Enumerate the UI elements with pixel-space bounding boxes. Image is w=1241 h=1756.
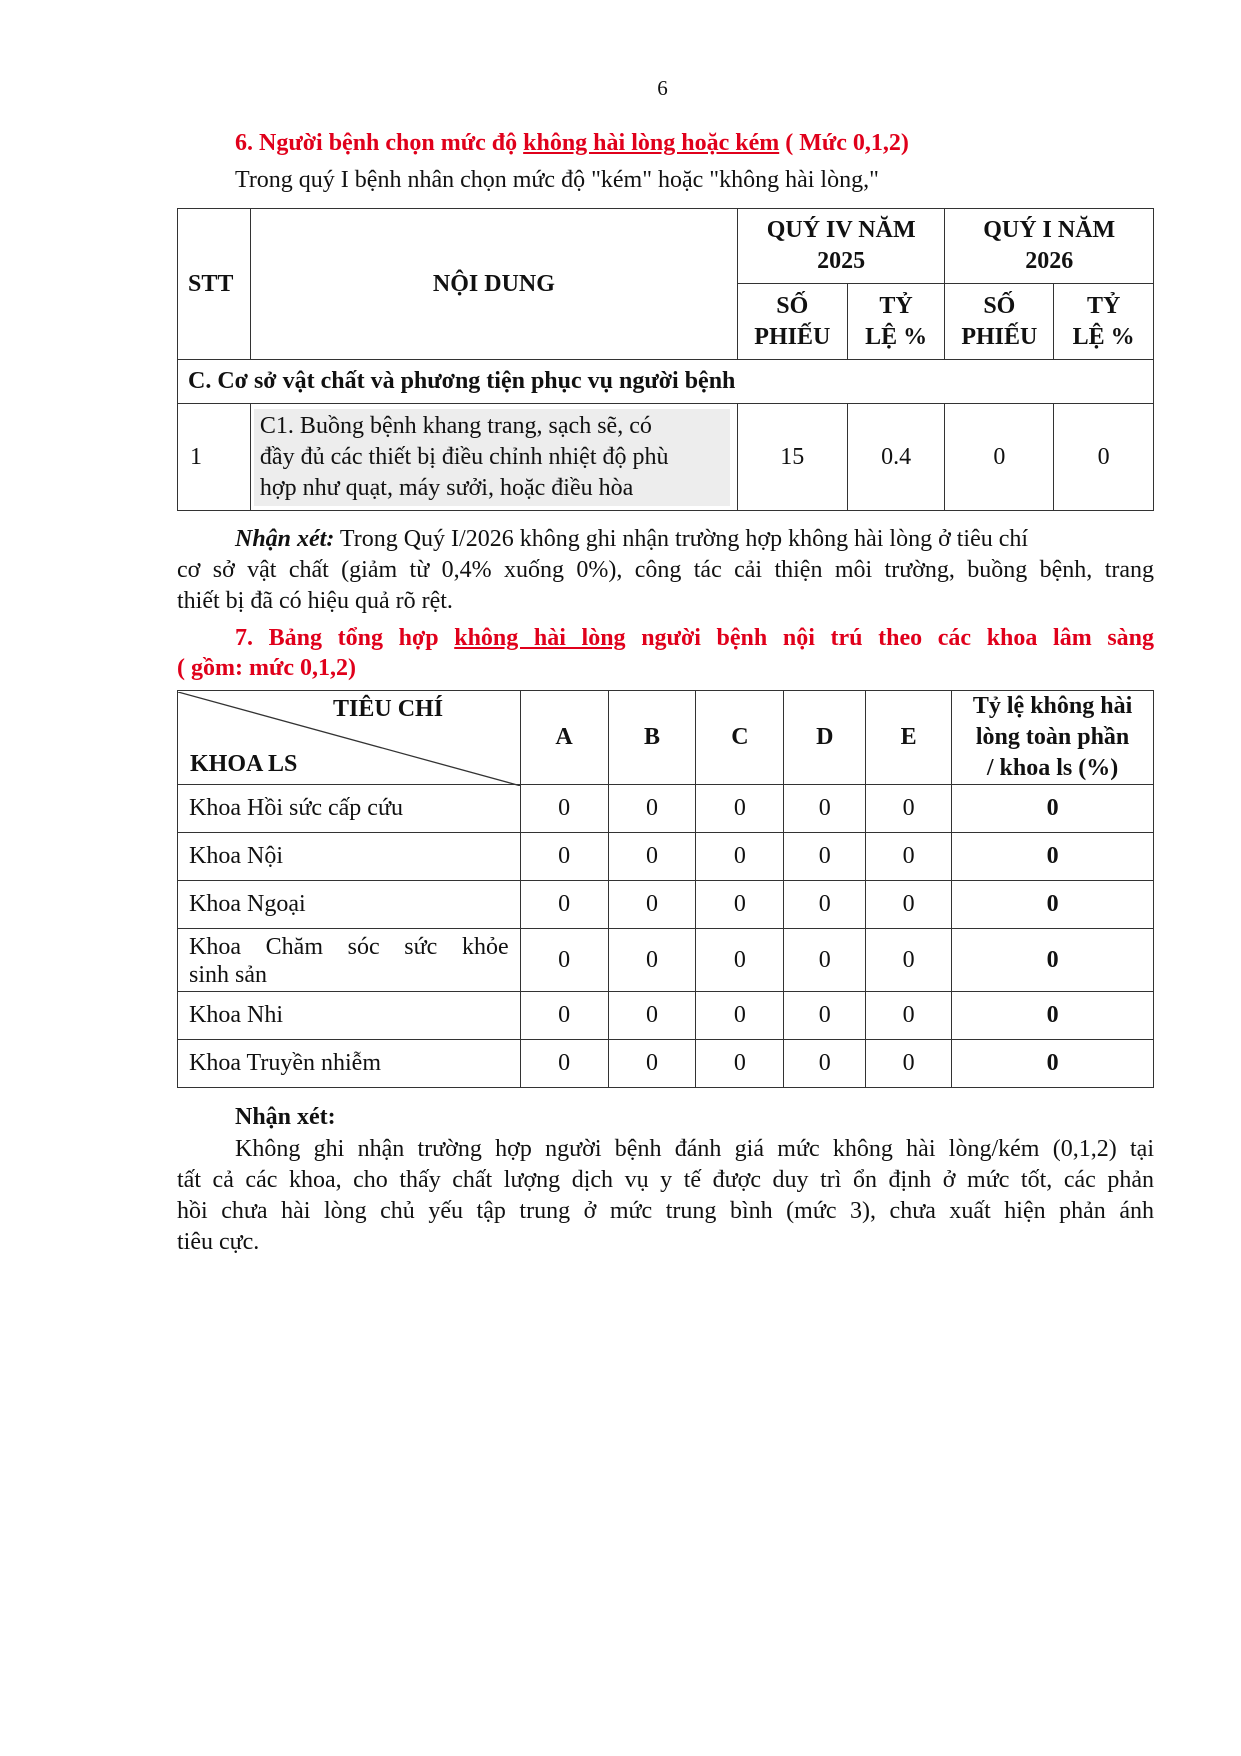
col-d-header: D [784,691,866,785]
remark-1-line3: thiết bị đã có hiệu quả rõ rệt. [177,588,453,614]
rate-header-line3: / khoa ls (%) [986,755,1119,781]
department-table-body [178,785,1154,1088]
sub-rate-header [1054,284,1154,360]
sub-count-line2: PHIẾU [961,323,1038,350]
sub-rate-line2: LỆ % [865,323,928,350]
sub-rate-line1: TỶ [879,292,913,319]
table-row [178,929,1154,992]
table-row [178,1040,1154,1088]
criterion-d-cell: 0 [784,929,866,992]
q1-rate-cell: 0 [1054,404,1154,511]
criterion-d-cell: 0 [784,785,866,833]
criterion-c-cell: 0 [696,881,784,929]
department-name-cell: Khoa Ngoại [178,881,521,929]
criterion-e-cell: 0 [866,785,952,833]
q1-count-cell: 0 [945,404,1054,511]
col-rate-header [952,691,1154,785]
sub-count-line2: PHIẾU [754,323,831,350]
section-7-heading [235,623,1154,653]
criterion-b-cell: 0 [608,785,696,833]
sub-rate-line2: LỆ % [1072,323,1135,350]
page-number: 6 [657,76,668,100]
criterion-c-cell: 0 [696,929,784,992]
criterion-e-cell: 0 [866,929,952,992]
c1-criterion-text [254,409,730,506]
department-rate-cell: 0 [952,1040,1154,1088]
department-rate-cell: 0 [952,881,1154,929]
q4-header-line1: QUÝ IV NĂM [766,217,916,243]
section-7-heading-suffix: người bệnh nội trú theo các khoa lâm sàng [625,625,1155,651]
department-name-cont: sinh sản [189,962,267,988]
q1-header-line1: QUÝ I NĂM [983,217,1116,243]
criterion-a-cell: 0 [520,1040,608,1088]
criterion-c-cell: 0 [696,992,784,1040]
diagonal-header-cell [178,691,521,785]
q4-rate-cell: 0.4 [847,404,945,511]
remark-2-label: Nhận xét: [235,1104,336,1130]
sub-rate-header [847,284,945,360]
criterion-e-cell: 0 [866,833,952,881]
remark-2-line3: hồi chưa hài lòng chủ yếu tập trung ở mức trung bình (mức 3), chưa xuất hiện phản ánh [177,1198,1154,1224]
department-name-cell: Khoa Hồi sức cấp cứu [178,785,521,833]
department-rate-cell: 0 [952,929,1154,992]
remark-2-line2: tất cả các khoa, cho thấy chất lượng dịch vụ y tế được duy trì ổn định ở mức tốt, các phản [177,1167,1154,1193]
table-row [178,881,1154,929]
group-c-row: C. Cơ sở vật chất và phương tiện phục vụ người bệnh [178,360,1154,404]
department-name-cell [178,929,521,992]
criterion-d-cell: 0 [784,1040,866,1088]
remark-1-label: Nhận xét: [235,526,335,552]
section-6-intro: Trong quý I bệnh nhân chọn mức độ "kém" hoặc "không hài lòng," [235,167,879,193]
criterion-d-cell: 0 [784,881,866,929]
row-stt: 1 [178,404,251,511]
section-6-heading [235,128,909,158]
section-7-heading-line2: ( gồm: mức 0,1,2) [177,655,357,681]
criterion-c-cell: 0 [696,833,784,881]
section-6-heading-suffix: ( Mức 0,1,2) [779,130,909,156]
criterion-a-cell: 0 [520,929,608,992]
remark-2-line1: Không ghi nhận trường hợp người bệnh đánh giá mức không hài lòng/kém (0,1,2) tại [235,1136,1154,1162]
remark-1-line2: cơ sở vật chất (giảm từ 0,4% xuống 0%), công tác cải thiện môi trường, buồng bệnh, trang [177,557,1154,583]
table-row [178,833,1154,881]
criterion-e-cell: 0 [866,1040,952,1088]
department-name-cell: Khoa Nhi [178,992,521,1040]
department-table [177,690,1154,1088]
sub-count-header [737,284,847,360]
col-q1-2026-header [945,209,1154,284]
criterion-a-cell: 0 [520,833,608,881]
sub-rate-line1: TỶ [1086,292,1121,319]
remark-1-text1: Trong Quý I/2026 không ghi nhận trường hợp không hài lòng ở tiêu chí [334,526,1029,552]
criterion-c-cell: 0 [696,785,784,833]
c1-line2: đầy đủ các thiết bị điều chỉnh nhiệt độ phù [259,443,669,470]
criterion-a-cell: 0 [520,992,608,1040]
criterion-d-cell: 0 [784,833,866,881]
table-row [178,785,1154,833]
q4-count-cell: 15 [737,404,847,511]
rate-header-line1: Tỷ lệ không hài [972,693,1133,719]
department-name-cell: Khoa Nội [178,833,521,881]
col-c-header: C [696,691,784,785]
col-a-header: A [520,691,608,785]
department-name-cell: Khoa Truyền nhiễm [178,1040,521,1088]
criteria-label: TIÊU CHÍ [333,695,444,722]
criterion-a-cell: 0 [520,785,608,833]
q4-header-line2: 2025 [817,248,866,274]
department-rate-cell: 0 [952,992,1154,1040]
section-7-heading-underlined: không hài lòng [454,625,626,651]
criterion-a-cell: 0 [520,881,608,929]
criterion-c-cell: 0 [696,1040,784,1088]
sub-count-header [945,284,1054,360]
criterion-d-cell: 0 [784,992,866,1040]
section-6-heading-prefix: 6. Người bệnh chọn mức độ [235,130,524,156]
q1-header-line2: 2026 [1025,248,1074,274]
criterion-b-cell: 0 [608,833,696,881]
sub-count-line1: SỐ [776,292,809,319]
satisfaction-table-1 [177,208,1154,511]
col-q4-2025-header [737,209,945,284]
criterion-b-cell: 0 [608,881,696,929]
section-6-heading-underlined: không hài lòng hoặc kém [523,130,780,156]
criterion-e-cell: 0 [866,881,952,929]
criterion-b-cell: 0 [608,1040,696,1088]
criterion-e-cell: 0 [866,992,952,1040]
remark-1-line1 [235,524,1154,554]
department-rate-cell: 0 [952,833,1154,881]
col-e-header: E [866,691,952,785]
dept-label: KHOA LS [190,750,298,777]
criterion-b-cell: 0 [608,929,696,992]
table-row [178,992,1154,1040]
remark-2-line4: tiêu cực. [177,1229,260,1255]
department-rate-cell: 0 [952,785,1154,833]
department-name: Khoa Chăm sóc sức khỏe [189,934,509,960]
sub-count-line1: SỐ [983,292,1016,319]
col-content-header: NỘI DUNG [250,209,737,360]
c1-line1: C1. Buồng bệnh khang trang, sạch sẽ, có [259,412,652,439]
col-stt-header: STT [178,209,251,360]
col-b-header: B [608,691,696,785]
row-content [250,404,737,511]
section-7-heading-prefix: 7. Bảng tổng hợp [235,625,455,651]
c1-line3: hợp như quạt, máy sưởi, hoặc điều hòa [259,474,634,501]
criterion-b-cell: 0 [608,992,696,1040]
rate-header-line2: lòng toàn phần [975,724,1130,750]
